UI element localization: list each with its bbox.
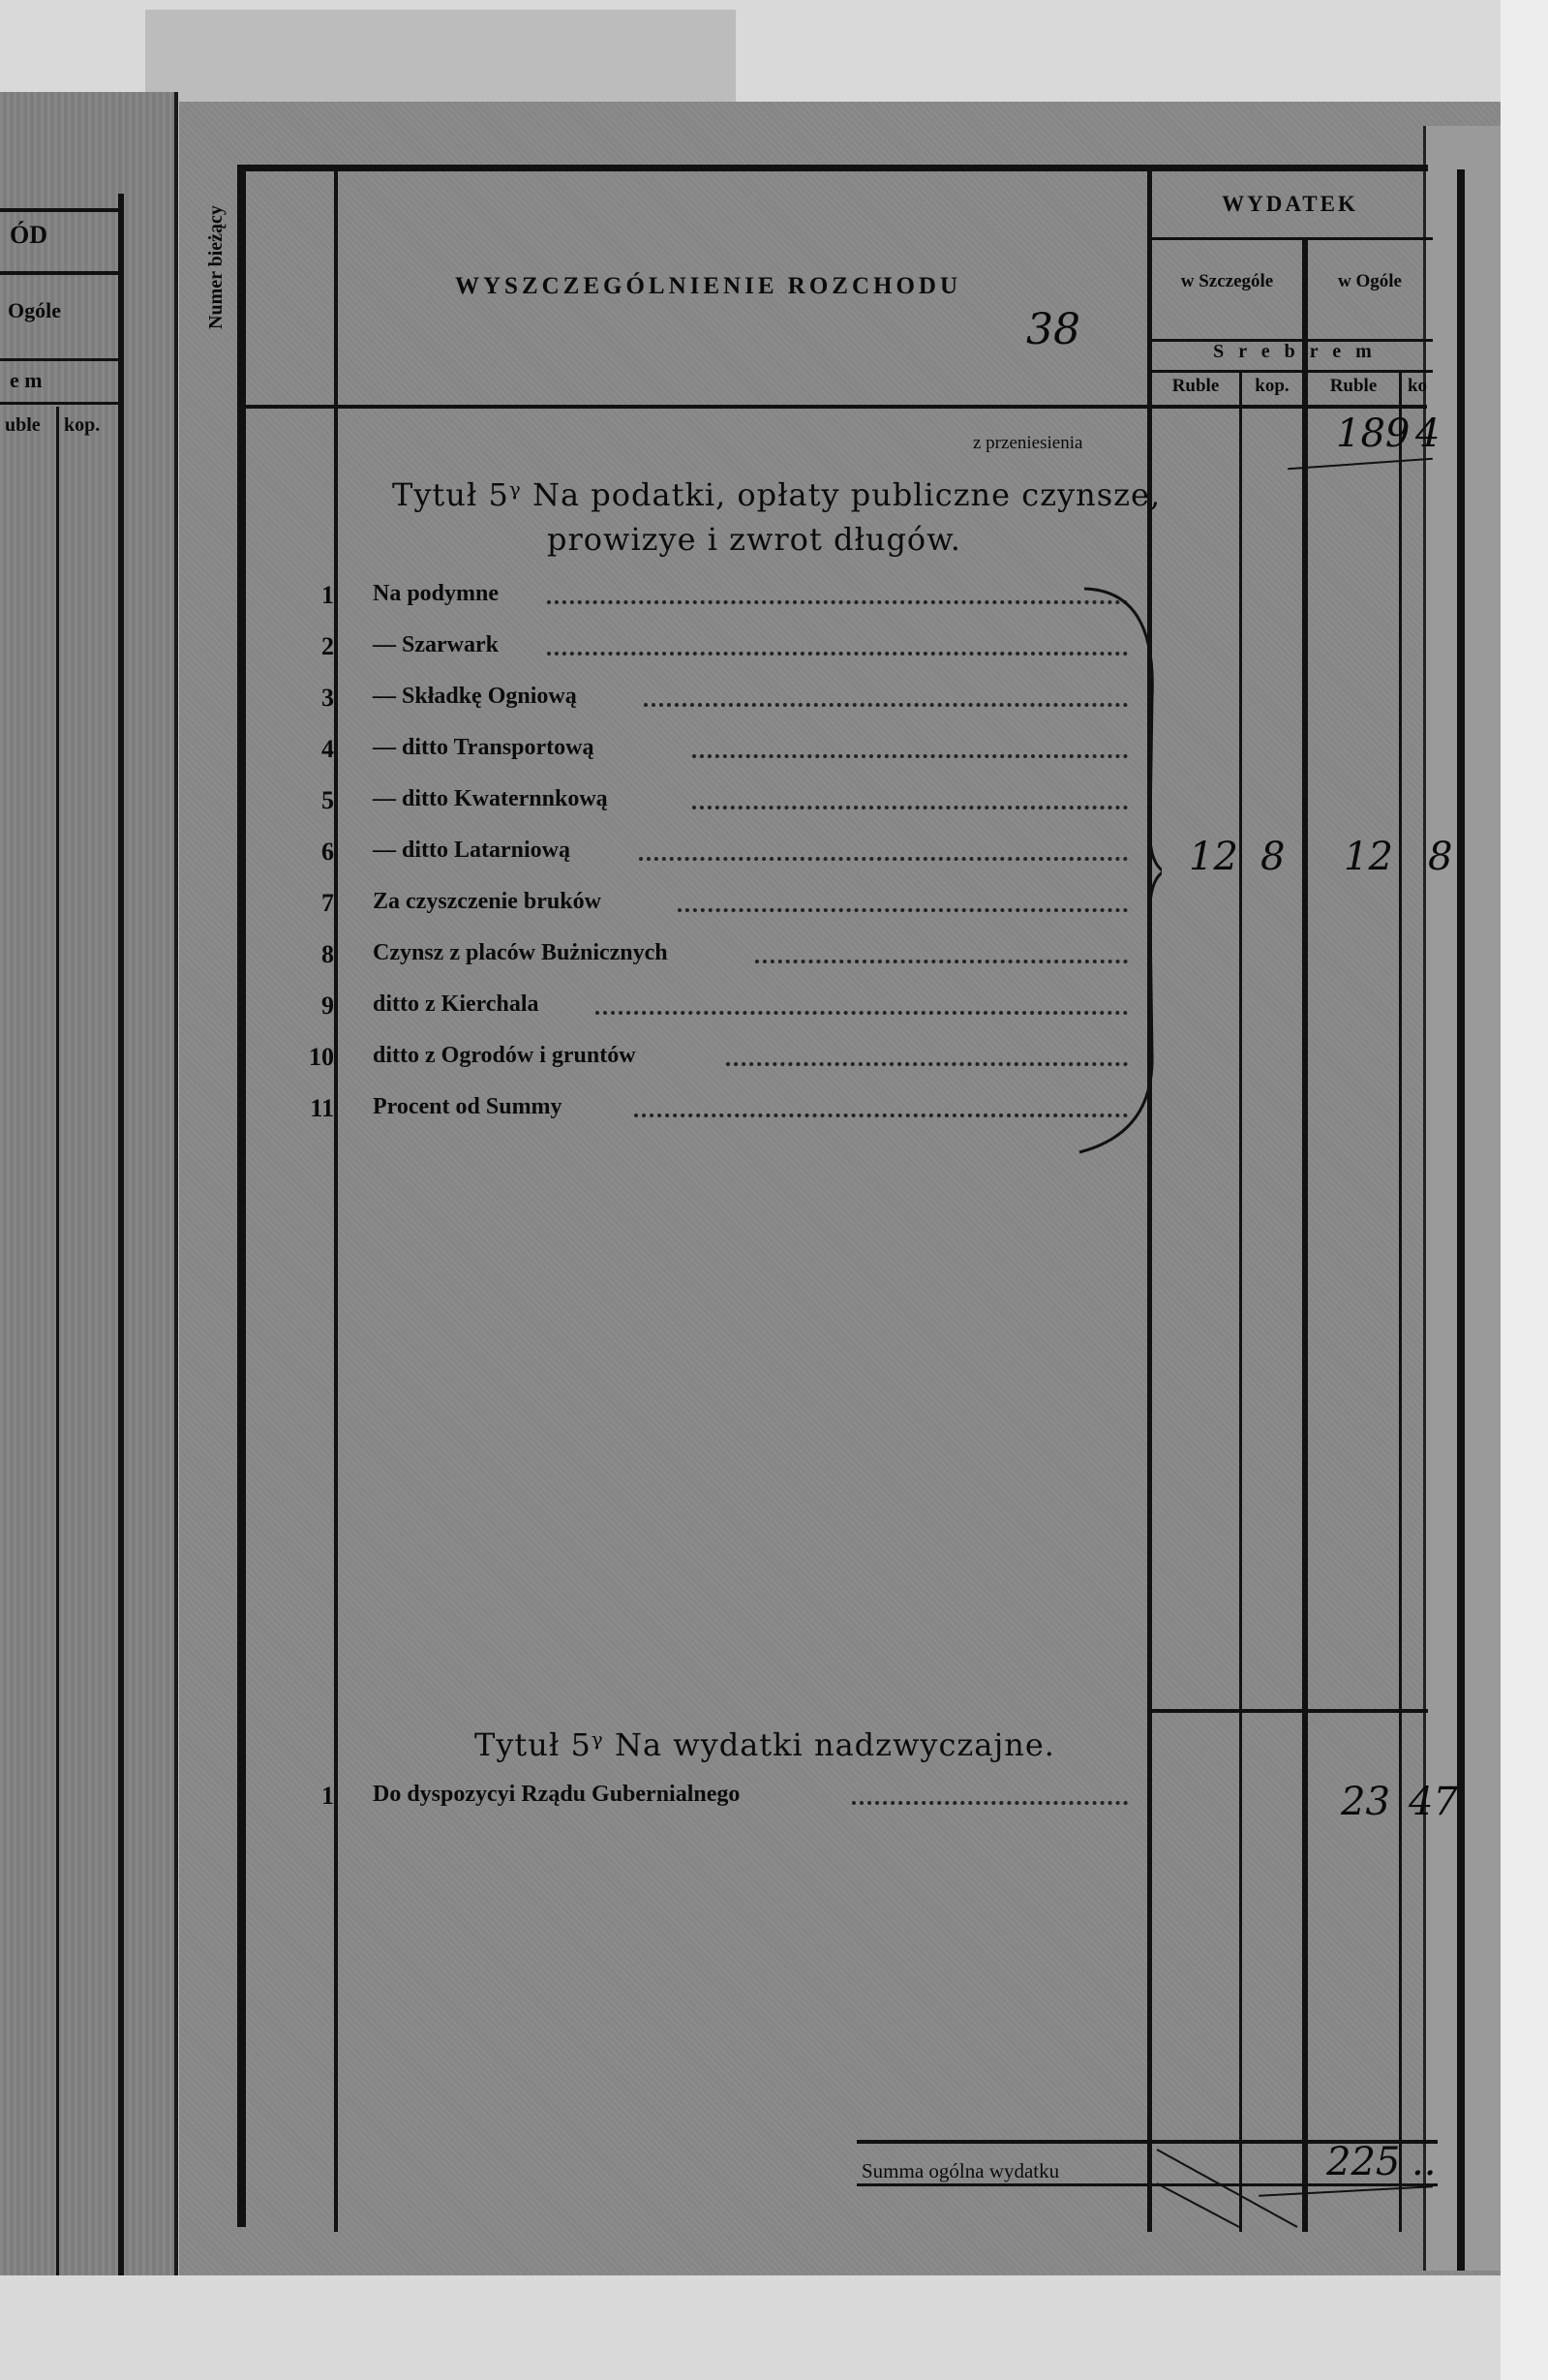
total-rubles-header: Ruble [1329, 376, 1378, 396]
item-label: Za czyszczenie bruków [373, 889, 601, 914]
total-header: w Ogóle [1338, 271, 1402, 291]
row-number-header: Numer bieżący [205, 205, 227, 329]
dot-leader [692, 806, 1128, 809]
section5b-title: Tytuł 5ᵞ Na wydatki nadzwyczajne. [474, 1726, 1055, 1763]
item-number: 8 [321, 940, 334, 968]
dot-leader [547, 600, 1128, 604]
item-number: 3 [321, 684, 334, 712]
header-bottom-rule [246, 405, 1427, 409]
table-right-border [1457, 169, 1465, 2271]
left-page-rule [0, 358, 121, 361]
item-label: — ditto Transportową [373, 735, 594, 760]
dot-leader [692, 754, 1128, 758]
left-page-column-line [56, 407, 59, 2275]
section5-detail-rubles: 12 [1189, 835, 1238, 879]
item-label: — Szarwark [373, 632, 499, 657]
item-number: 4 [321, 735, 334, 763]
carried-over-kopecks: 4 [1415, 412, 1441, 456]
item-label: ditto z Ogrodów i gruntów [373, 1043, 636, 1068]
dot-leader [639, 857, 1128, 861]
expense-header-rule [1152, 237, 1433, 240]
item-number: 10 [309, 1043, 334, 1071]
item-label: — ditto Kwaternnkową [373, 786, 608, 811]
section-break-rule [1152, 1709, 1428, 1713]
left-page-currency: e m [10, 368, 43, 392]
grand-total-rubles: 225 [1326, 2140, 1401, 2184]
item-number: 9 [321, 992, 334, 1020]
grand-total-label: Summa ogólna wydatku [862, 2159, 1060, 2182]
detail-kopecks-header: kop. [1255, 376, 1290, 396]
item-number: 7 [321, 889, 334, 917]
section5-title-line2: prowizye i zwrot długów. [547, 521, 961, 558]
item-number: 1 [321, 581, 334, 609]
dot-leader [852, 1801, 1128, 1805]
item-number: 6 [321, 838, 334, 866]
dot-leader [634, 1114, 1128, 1117]
detail-rubles-header: Ruble [1171, 376, 1220, 396]
currency-header-rule [1152, 370, 1433, 373]
total-kopecks-line [1399, 373, 1402, 2232]
left-page-rule [0, 402, 121, 405]
left-page-col-rubles: uble [5, 414, 41, 436]
section5b-total-kopecks: 47 [1409, 1780, 1458, 1824]
grand-total-kopecks: .. [1411, 2140, 1437, 2184]
left-page-col-kopecks: kop. [64, 414, 101, 436]
table-title: WYSZCZEGÓLNIENIE ROZCHODU [455, 273, 961, 299]
total-kopecks-header: ko [1407, 376, 1428, 396]
detail-header: w Szczególe [1180, 271, 1274, 291]
number-column-line [334, 169, 338, 2232]
section5-total-rubles: 12 [1344, 835, 1393, 879]
detail-kopecks-line [1239, 373, 1242, 2232]
item-label: Do dyspozycyi Rządu Gubernialnego [373, 1782, 741, 1807]
detail-total-divider [1302, 237, 1308, 2232]
item-label: Na podymne [373, 581, 500, 606]
item-label: ditto z Kierchala [373, 992, 539, 1017]
dot-leader [644, 703, 1128, 707]
left-page-rule [0, 208, 121, 212]
item-label: Czynsz z placów Bużnicznych [373, 940, 668, 965]
section5b-total-rubles: 23 [1341, 1780, 1390, 1824]
item-number: 1 [321, 1782, 334, 1810]
item-number: 2 [321, 632, 334, 660]
left-page-header-top: ÓD [10, 221, 47, 249]
dot-leader [595, 1011, 1128, 1015]
currency-header: S r e b r e m [1213, 341, 1377, 362]
carried-over-rubles: 189 [1336, 412, 1411, 456]
handwritten-page-number: 38 [1026, 305, 1080, 354]
strike-through-lines [1152, 2145, 1307, 2232]
item-number: 11 [310, 1094, 334, 1122]
table-left-border [237, 165, 246, 2227]
table-top-border [237, 165, 1428, 171]
section5-total-kopecks: 8 [1428, 835, 1453, 879]
item-label: Procent od Summy [373, 1094, 562, 1119]
carried-over-label: z przeniesienia [973, 433, 1083, 453]
expense-header: WYDATEK [1222, 192, 1358, 216]
item-label: — ditto Latarniową [373, 838, 570, 863]
dot-leader [547, 652, 1128, 656]
dot-leader [755, 960, 1128, 963]
grouping-brace [1075, 581, 1162, 1162]
item-label: — Składkę Ogniową [373, 684, 577, 709]
section5-title-line1: Tytuł 5ᵞ Na podatki, opłaty publiczne czynsze, [392, 476, 1162, 513]
left-page-border [118, 194, 124, 2275]
dot-leader [726, 1062, 1128, 1066]
dot-leader [678, 908, 1128, 912]
left-page-header-mid: Ogóle [8, 298, 61, 322]
scan-margin [1501, 0, 1548, 2380]
section5-detail-kopecks: 8 [1260, 835, 1286, 879]
item-number: 5 [321, 786, 334, 814]
left-page-rule [0, 271, 121, 275]
